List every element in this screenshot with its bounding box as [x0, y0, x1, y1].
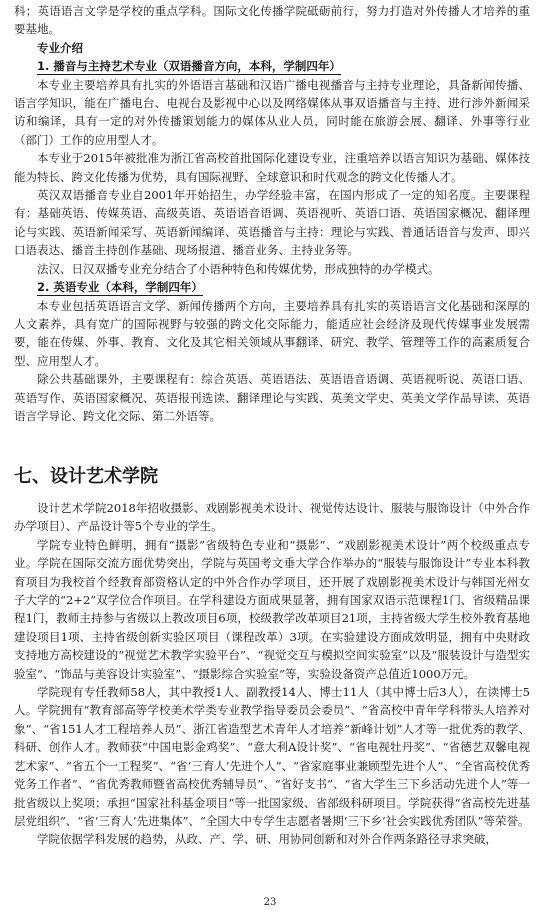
paragraph: 本专业主要培养具有扎实的外语语言基础和汉语广播电视播音与主持专业理论，具备新闻传播、语言学知识，能在广播电台、电视台及影视中心以及网络媒体从事双语播音与主持、进行涉外新闻采访和编译，具有一定的对外传播策划能力的媒体从业人员，同时能在旅游会展、翻译、外事等行业（部门）工作的应用型人才。 — [14, 77, 530, 147]
major-title-english — [14, 278, 530, 296]
design-art-college-section — [14, 464, 530, 849]
major-intro-subheading: 专业介绍 — [37, 40, 83, 55]
section-heading: 七、设计艺术学院 — [14, 466, 158, 487]
paragraph: 法汉、日汉双播专业充分结合了小语种特色和传媒优势，形成独特的办学模式。 — [37, 261, 440, 276]
page-number: 23 — [263, 897, 277, 908]
major-title-broadcasting-text: 1. 播音与主持艺术专业（双语播音方向，本科，学制四年） — [37, 59, 341, 74]
paragraph: 本专业于2015年被批准为浙江省高校首批国际化建设专业，注重培养以语言知识为基础、媒体技能为特长、跨文化传播为优势，具有国际视野、全球意识和时代观念的跨文化传播人才。 — [14, 151, 530, 184]
section-intro-text: 科；英语语言文学是学校的重点学科。国际文化传播学院砥砺前行，努力打造对外传播人才培养的重要基地。 — [14, 4, 530, 37]
paragraph: 学院专业特色鲜明，拥有“摄影”省级特色专业和“摄影”、“戏剧影视美术设计”两个校级重点专业。学院在国际交流方面优势突出，学院与英国考文垂大学合作举办的“服装与服饰设计”专业本科教育项目为我校首个经教育部资格认定的中外合作办学项目，还开展了戏剧影视美术设计与韩国光州女子大学的“2+2”双学位合作项目。在学科建设方面成果显著，拥有国家双语示范课程1门、省级精品课程1门，教师主持参与省级以上教改项目6项，校级教学改革项目21项，主持省级大学生校外教育基地建设项目1项、主持省级创新实验区项目（课程改革）3项。在实验建设方面成效明显，拥有中央财政支持地方高校建设的“视觉艺术教学实验平台”、“视觉交互与模拟空间实验室”以及“服装设计与造型实验室”、“饰品与美容设计实验室”、“摄影综合实验室”等，实验设备资产总值近1000万元。 — [14, 537, 530, 681]
paragraph: 学院依据学科发展的趋势，从政、产、学、研、用协同创新和对外合作两条路径寻求突破， — [37, 832, 497, 847]
paragraph: 设计艺术学院2018年招收摄影、戏剧影视美术设计、视觉传达设计、服装与服饰设计（中外合作办学项目）、产品设计等5个专业的学生。 — [14, 501, 530, 534]
paragraph: 英汉双语播音专业自2001年开始招生，办学经验丰富，在国内形成了一定的知名度。主要课程有：基础英语、传媒英语、高级英语、英语语音语调、英语视听、英语口语、英语国家概况、翻译理论与实践、英语新闻采写、英语新闻编译、英语播音与主持：理论与实践、普通话语音与发声、即兴口语表达、播音主持创作基础、现场报道、播音业务、主持业务等。 — [14, 188, 530, 258]
major-title-broadcasting — [14, 57, 530, 75]
paragraph: 本专业包括英语语言文学、新闻传播两个方向，主要培养具有扎实的英语语言文化基础和深厚的人文素养，具有宽广的国际视野与较强的跨文化交际能力，能适应社会经济及现代传媒事业发展需要，能在传媒、外事、教育、文化及其它相关领域从事翻译、研究、教学、管理等工作的高素质复合型、应用型人才。 — [14, 298, 530, 368]
paragraph: 学院现有专任教师58人，其中教授1人、副教授14人、博士11人（其中博士后3人），在读博士5人。学院拥有“教育部高等学校美术学类专业教学指导委员会委员”、“省高校中青年学科带头人培养对象”、“省151人才工程培养人员”、浙江省造型艺术青年人才培养“新峰计划”人才等一批优秀的教学、科研、创作人才。教师获“中国电影金鸡奖”、“意大利A设计奖”、“省电视牡丹奖”、“省德艺双馨电视艺术家”、“省五个一工程奖”、“省‘三育人’先进个人”、“省家庭事业兼顾型先进个人”、“全省高校优秀党务工作者”、“省优秀教师暨省高校优秀辅导员”、“省好支书”、“省大学生三下乡活动先进个人”等一批省级以上奖项；承担“国家社科基金项目”等一批国家级、省部级科研项目。学院获得“省高校先进基层党组织”、“省‘三育人’先进集体”、“全国大中专学生志愿者暑期‘三下乡’社会实践优秀团队”等荣誉。 — [14, 685, 530, 828]
paragraph: 除公共基础课外，主要课程有：综合英语、英语语法、英语语音语调、英语视听说、英语口语、英语写作、英语国家概况、英语报刊选读、翻译理论与实践、英美文学史、英美文学作品导读、英语语言学导论、跨文化交际、第二外语等。 — [14, 372, 530, 423]
international-communication-section-continued — [14, 2, 530, 425]
major-title-english-text: 2. 英语专业（本科，学制四年） — [37, 280, 203, 295]
